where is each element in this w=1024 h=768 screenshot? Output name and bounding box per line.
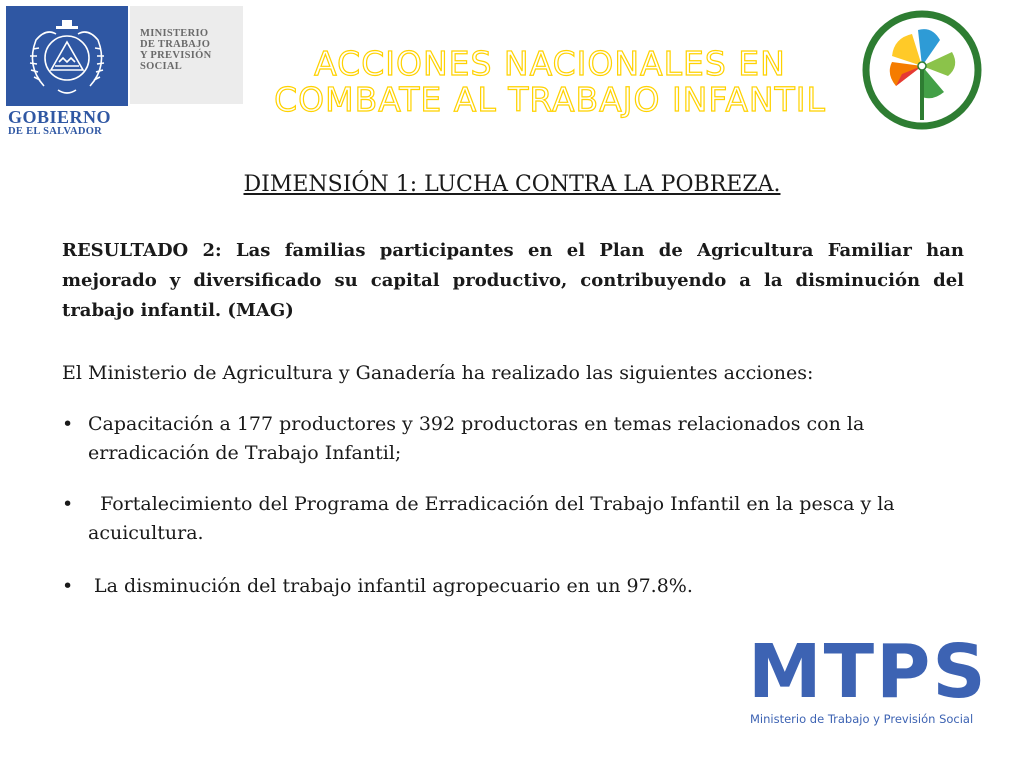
gobierno-logo (6, 6, 243, 136)
list-item-text: Capacitación a 177 productores y 392 productoras en temas relacionados con la erradicación de Trabajo Infantil; (88, 413, 865, 464)
ministry-line: DE TRABAJO (140, 39, 211, 50)
slide-title: ACCIONES NACIONALES EN COMBATE AL TRABAJO INFANTIL (274, 44, 826, 119)
gobierno-subtitle: DE EL SALVADOR (8, 126, 103, 137)
bullet-dot-icon: • (62, 493, 74, 515)
bullet-dot-icon: • (62, 413, 74, 435)
coat-of-arms-icon (6, 6, 128, 106)
ministry-line: MINISTERIO (140, 28, 209, 39)
intro-line: El Ministerio de Agricultura y Ganadería ha realizado las siguientes acciones: (62, 362, 814, 384)
mtps-logo (748, 629, 988, 732)
pinwheel-logo (860, 8, 984, 132)
list-item (62, 410, 962, 468)
gobierno-logo-ministry-text (140, 28, 244, 72)
pinwheel-icon (860, 8, 984, 132)
mtps-wordmark: MTPS (748, 629, 988, 715)
gobierno-logo-blue-panel (6, 6, 128, 106)
list-item-text: Fortalecimiento del Programa de Erradicación del Trabajo Infantil en la pesca y la acuicultura. (88, 493, 901, 544)
bullet-dot-icon: • (62, 575, 74, 597)
dimension-heading: DIMENSIÓN 1: LUCHA CONTRA LA POBREZA. (243, 172, 781, 197)
list-item (62, 572, 962, 601)
list-item-text: La disminución del trabajo infantil agropecuario en un 97.8%. (88, 575, 693, 597)
list-item (62, 490, 962, 548)
mtps-subtitle: Ministerio de Trabajo y Previsión Social (750, 712, 974, 726)
ministry-line: Y PREVISIÓN (140, 50, 212, 61)
gobierno-wordmark: GOBIERNO (8, 107, 112, 127)
ministry-line: SOCIAL (140, 61, 183, 72)
result-paragraph: RESULTADO 2: Las familias participantes en el Plan de Agricultura Familiar han mejorado y diversificado su capital productivo, contribuyendo a la disminución del trabajo infantil. (MAG) (62, 240, 964, 321)
